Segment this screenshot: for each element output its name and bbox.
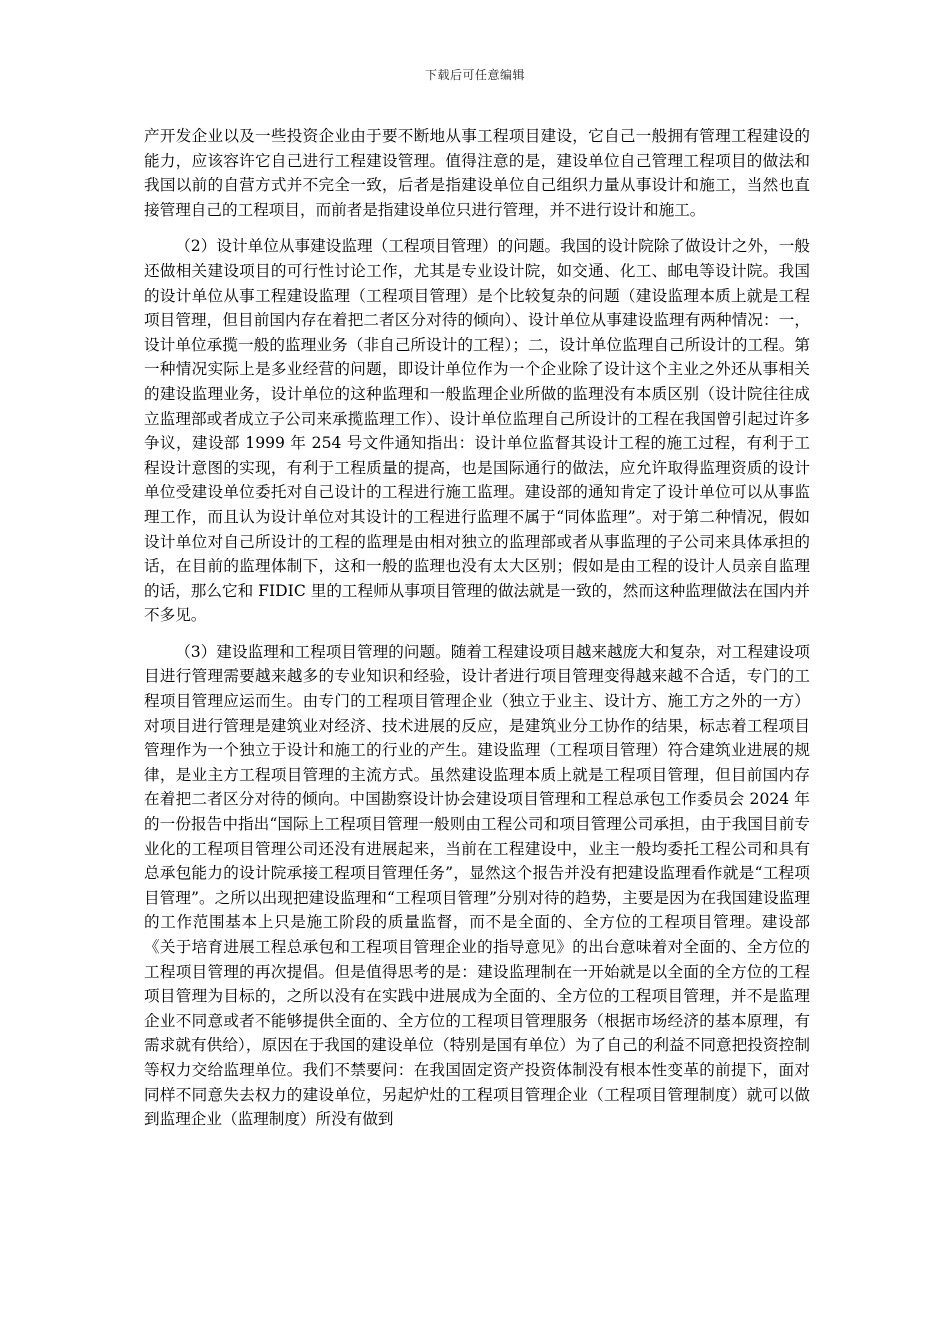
document-body	[144, 124, 810, 1144]
page-header-note: 下载后可任意编辑	[424, 68, 525, 82]
paragraph-continuation: 产开发企业以及一些投资企业由于要不断地从事工程项目建设，它自己一般拥有管理工程建设的能力，应该容许它自己进行工程建设管理。值得注意的是，建设单位自己管理工程项目的做法和我国以前的自营方式并不完全一致，后者是指建设单位自己组织力量从事设计和施工，当然也直接管理自己的工程项目，而前者是指建设单位只进行管理，并不进行设计和施工。	[144, 127, 810, 219]
paragraph-supervision-vs-project-management: （3）建设监理和工程项目管理的问题。随着工程建设项目越来越庞大和复杂，对工程建设项目进行管理需要越来越多的专业知识和经验，设计者进行项目管理变得越来越不合适，专门的工程项目管理应运而生。由专门的工程项目管理企业（独立于业主、设计方、施工方之外的一方）对项目进行管理是建筑业对经济、技术进展的反应，是建筑业分工协作的结果，标志着工程项目管理作为一个独立于设计和施工的行业的产生。建设监理（工程项目管理）符合建筑业进展的规律，是业主方工程项目管理的主流方式。虽然建设监理本质上就是工程项目管理，但目前国内存在着把二者区分对待的倾向。中国勘察设计协会建设项目管理和工程总承包工作委员会 2024 年的一份报告中指出“国际上工程项目管理一般则由工程公司和项目管理公司承担，由于我国目前专业化的工程项目管理公司还没有进展起来，当前在工程建设中，业主一般均委托工程公司和具有总承包能力的设计院承接工程项目管理任务”，显然这个报告并没有把建设监理看作就是“工程项目管理”。之所以出现把建设监理和“工程项目管理”分别对待的趋势，主要是因为在我国建设监理的工作范围基本上只是施工阶段的质量监督，而不是全面的、全方位的工程项目管理。建设部《关于培育进展工程总承包和工程项目管理企业的指导意见》的出台意味着对全面的、全方位的工程项目管理的再次提倡。但是值得思考的是：建设监理制在一开始就是以全面的全方位的工程项目管理为目标的，之所以没有在实践中进展成为全面的、全方位的工程项目管理，并不是监理企业不同意或者不能够提供全面的、全方位的工程项目管理服务（根据市场经济的基本原理，有需求就有供给），原因在于我国的建设单位（特别是国有单位）为了自己的利益不同意把投资控制等权力交给监理单位。我们不禁要问：在我国固定资产投资体制没有根本性变革的前提下，面对同样不同意失去权力的建设单位，另起炉灶的工程项目管理企业（工程项目管理制度）就可以做到监理企业（监理制度）所没有做到	[144, 642, 810, 1129]
paragraph-design-unit-supervision: （2）设计单位从事建设监理（工程项目管理）的问题。我国的设计院除了做设计之外，一般还做相关建设项目的可行性讨论工作，尤其是专业设计院，如交通、化工、邮电等设计院。我国的设计单位从事工程建设监理（工程项目管理）是个比较复杂的问题（建设监理本质上就是工程项目管理，但目前国内存在着把二者区分对待的倾向）、设计单位从事建设监理有两种情况：一，设计单位承揽一般的监理业务（非自己所设计的工程）；二，设计单位监理自己所设计的工程。第一种情况实际上是多业经营的问题，即设计单位作为一个企业除了设计这个主业之外还从事相关的建设监理业务，设计单位的这种监理和一般监理企业所做的监理没有本质区别（设计院往往成立监理部或者成立子公司来承揽监理工作）、设计单位监理自己所设计的工程在我国曾引起过许多争议，建设部 1999 年 254 号文件通知指出：设计单位监督其设计工程的施工过程，有利于工程设计意图的实现，有利于工程质量的提高，也是国际通行的做法，应允许取得监理资质的设计单位受建设单位委托对自己设计的工程进行施工监理。建设部的通知肯定了设计单位可以从事监理工作，而且认为设计单位对其设计的工程进行监理不属于“同体监理”。对于第二种情况，假如设计单位对自己所设计的工程的监理是由相对独立的监理部或者从事监理的子公司来具体承担的话，在目前的监理体制下，这和一般的监理也没有太大区别；假如是由工程的设计人员亲自监理的话，那么它和 FIDIC 里的工程师从事项目管理的做法就是一致的，然而这种监理做法在国内并不多见。	[144, 237, 810, 625]
